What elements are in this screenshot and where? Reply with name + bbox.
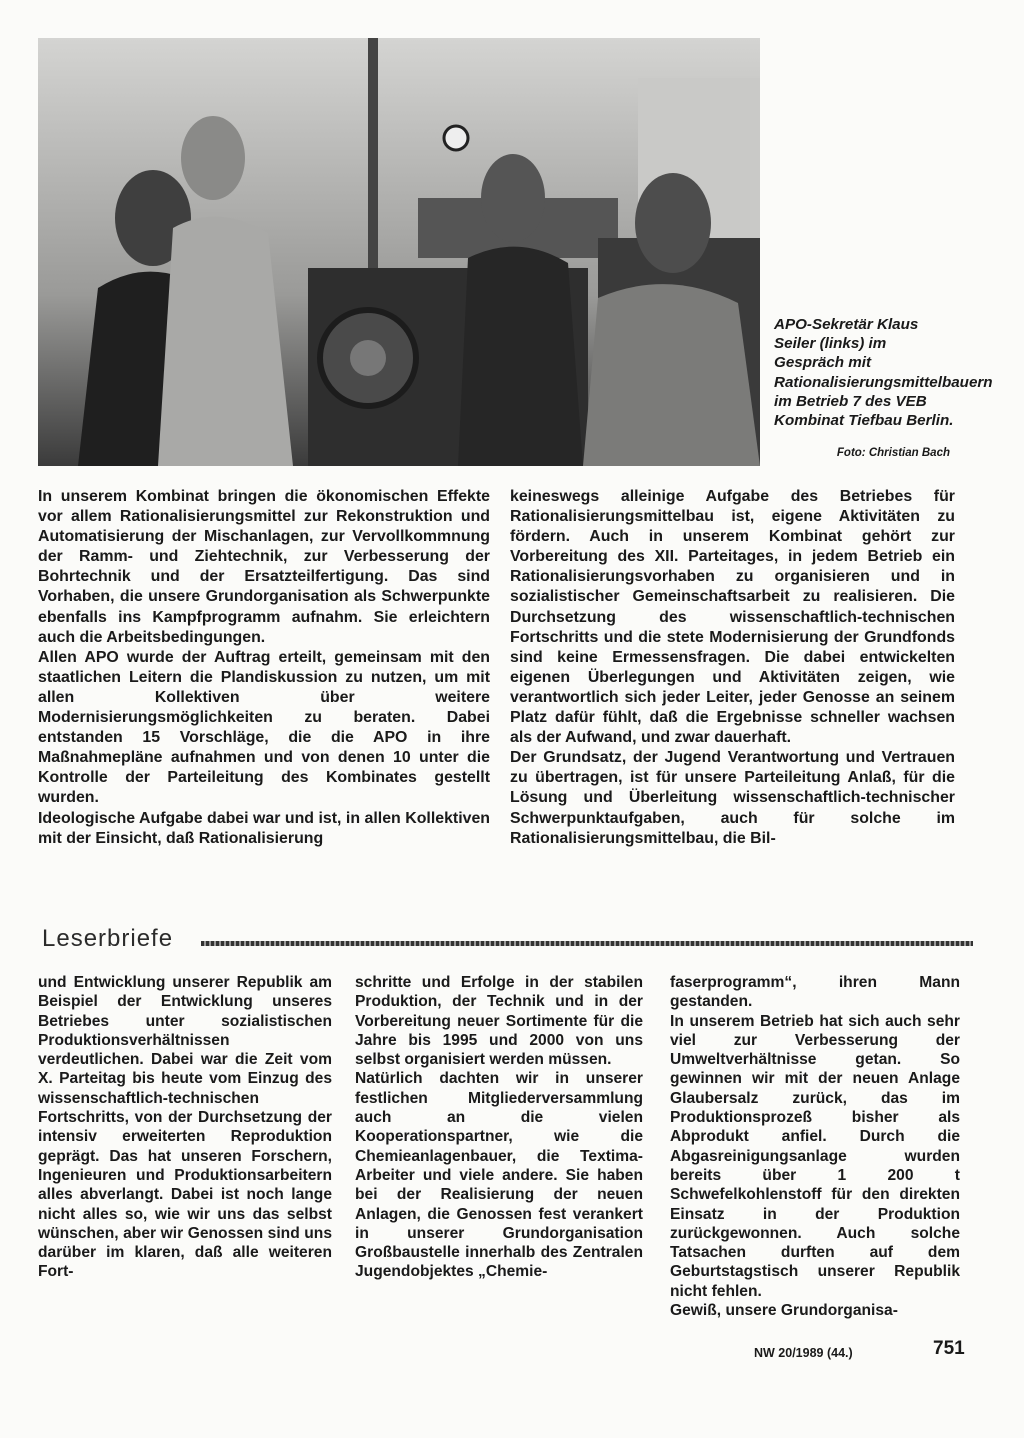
article-photo [38,38,760,466]
workshop-photo-icon [38,38,760,466]
letters-column-3 [670,973,960,1320]
photo-credit: Foto: Christian Bach [836,447,950,459]
section-title: Leserbriefe [42,925,174,952]
paragraph: Ideologische Aufgabe dabei war und ist, in allen Kollektiven mit der Einsicht, daß Rationalisierung [38,809,490,847]
section-rule [201,941,973,946]
photo-caption: APO-Sekretär Klaus Seiler (links) im Gespräch mit Rationalisierungsmittelbauern im Betrieb 7 des VEB Kombinat Tiefbau Berlin. [774,316,993,430]
paragraph: Der Grundsatz, der Jugend Verantwortung und Vertrauen zu übertragen, ist für unsere Parteileitung Anlaß, für die Lösung und Überleitung wissenschaftlich-technischer Schwerpunktaufgaben, auch für solche im Rationalisierungsmittelbau, die Bil- [510,749,955,847]
letters-column-2 [355,973,643,1282]
paragraph: Natürlich dachten wir in unserer festlichen Mitgliederversammlung auch an die vielen Kooperationspartner, wie die Chemieanlagenbauer, die Textima-Arbeiter und viele andere. Sie haben bei der Realisierung der neuen Anlagen, die Genossen fest verankert in unserer Grundorganisation Großbaustelle innerhalb des Zentralen Jugendobjektes „Chemie- [355,1070,643,1281]
paragraph: Allen APO wurde der Auftrag erteilt, gemeinsam mit den staatlichen Leitern die Plandiskussion zu nutzen, um mit allen Kollektiven über weitere Modernisierungsmöglichkeiten zu beraten. Dabei entstanden 15 Vorschläge, die die APO in ihre Maßnahmepläne aufnahmen und von denen 10 unter die Kontrolle der Parteileitung des Kombinates gestellt wurden. [38,648,490,807]
paragraph: faserprogramm“, ihren Mann gestanden. [670,974,960,1011]
article-column-1 [38,487,490,849]
paragraph: Gewiß, unsere Grundorganisa- [670,1302,898,1320]
article-column-2 [510,487,955,849]
page-number: 751 [933,1338,965,1359]
paragraph: schritte und Erfolge in der stabilen Produktion, der Technik und in der Vorbereitung neuer Sortimente für die Jahre bis 1995 und 2000 von uns selbst organisiert werden müssen. [355,974,643,1069]
paragraph: keineswegs alleinige Aufgabe des Betriebes für Rationalisierungsmittelbau ist, eigene Aktivitäten zu fördern. Auch in unserem Kombinat gehört zur Vorbereitung des XII. Parteitages, in jedem Betrieb ein Rationalisierungsvorhaben zu organisieren und in sozialistischer Gemeinschaftsarbeit zu realisieren. Die Durchsetzung des wissenschaftlich-technischen Fortschritts und die stete Modernisierung der Grundfonds sind keine Ermessensfragen. Die dabei entwickelten eigenen Überlegungen und Aktivitäten zeigen, wie verantwortlich sich jeder Leiter, jeder Genosse an seinem Platz dafür fühlt, daß die Ergebnisse schneller wachsen als der Aufwand, und zwar dauerhaft. [510,488,955,747]
paragraph: In unserem Kombinat bringen die ökonomischen Effekte vor allem Rationalisierungsmittel zur Rekonstruktion und Automatisierung der Mischanlagen, zur Vervollkommnung der Ramm- und Ziehtechnik, zur Verbesserung der Bohrtechnik und der Ersatzteilfertigung. Das sind Vorhaben, die unsere Grundorganisation als Schwerpunkte ebenfalls ins Kampfprogramm aufnahm. Sie erleichtern auch die Arbeitsbedingungen. [38,488,490,646]
paragraph: und Entwicklung unserer Republik am Beispiel der Entwicklung unseres Betriebes unter sozialistischen Produktionsverhältnissen verdeutlichen. Dabei war die Zeit vom X. Parteitag bis heute vom Einzug des wissenschaftlich-technischen Fortschritts, von der Durchsetzung der intensiv erweiterten Reproduktion geprägt. Das hat unseren Forschern, Ingenieuren und Produktionsarbeitern alles abverlangt. Dabei ist noch lange nicht alles so, wie wir uns das selbst wünschen, aber wir Genossen sind uns darüber im klaren, daß alle weiteren Fort- [38,974,332,1281]
letters-column-1 [38,973,332,1282]
section-header [38,925,973,959]
paragraph: In unserem Betrieb hat sich auch sehr viel zur Verbesserung der Umweltverhältnisse getan. So gewinnen wir mit der neuen Anlage Glaubersalz zurück, das im Produktionsprozeß bisher als Abprodukt anfiel. Durch die Abgasreinigungsanlage wurden bereits über 1 200 t Schwefelkohlenstoff für den direkten Einsatz in der Produktion zurückgewonnen. Auch solche Tatsachen durften auf dem Geburtstagstisch unserer Republik nicht fehlen. [670,1012,960,1300]
issue-reference: NW 20/1989 (44.) [754,1346,853,1360]
